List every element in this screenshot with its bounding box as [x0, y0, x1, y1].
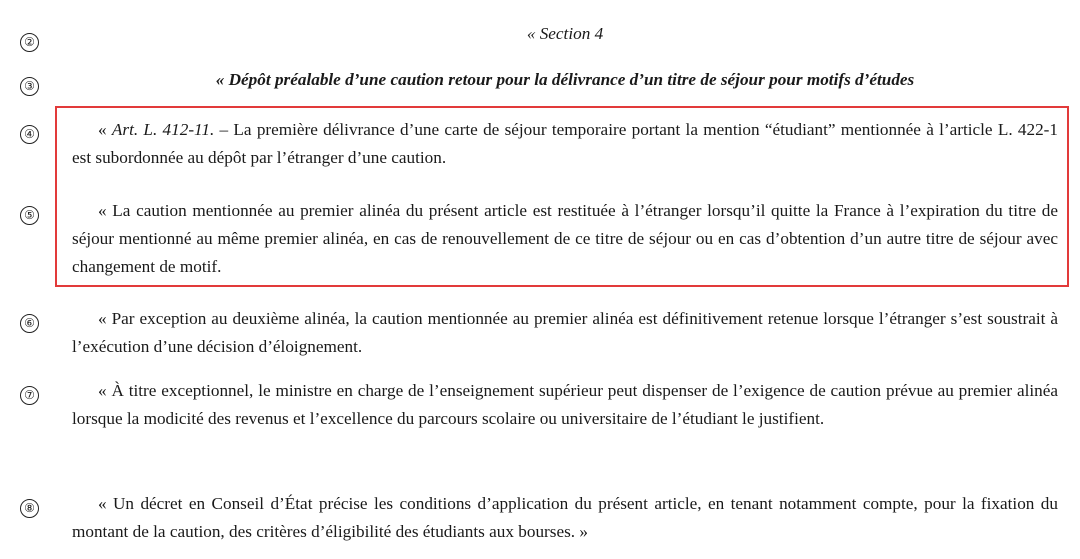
paragraph-4-text: – La première délivrance d’une carte de séjour temporaire portant la mention “étudiant” mentionnée à l’article L. 422-1 est subordonnée au dépôt par l’étranger d’une caution. [72, 120, 1058, 167]
paragraph-8: « Un décret en Conseil d’État précise les conditions d’application du présent article, en tenant notamment compte, pour la fixation du montant de la caution, des critères d’éligibilité des étudiants aux bourses. » [72, 494, 1058, 541]
paragraph-7: « À titre exceptionnel, le ministre en charge de l’enseignement supérieur peut dispenser de l’exigence de caution prévue au premier alinéa lorsque la modicité des revenus et l’excellence du parcours scolaire ou universitaire de l’étudiant le justifient. [72, 381, 1058, 428]
paragraph-marker-3: ③ [20, 77, 39, 96]
paragraph-marker-7: ⑦ [20, 386, 39, 405]
paragraph-6: « Par exception au deuxième alinéa, la caution mentionnée au premier alinéa est définitivement retenue lorsque l’étranger s’est soustrait à l’exécution d’une décision d’éloignement. [72, 309, 1058, 356]
section-subtitle: « Dépôt préalable d’une caution retour pour la délivrance d’un titre de séjour pour motifs d’études [215, 70, 915, 89]
paragraph-marker-2: ② [20, 33, 39, 52]
quote-open: « [98, 120, 112, 139]
paragraph-marker-8: ⑧ [20, 499, 39, 518]
paragraph-marker-4: ④ [20, 125, 39, 144]
paragraph-marker-6: ⑥ [20, 314, 39, 333]
section-heading: « Section 4 [526, 24, 604, 43]
paragraph-4 [72, 116, 1058, 172]
paragraph-marker-5: ⑤ [20, 206, 39, 225]
paragraph-5: « La caution mentionnée au premier alinéa du présent article est restituée à l’étranger lorsqu’il quitte la France à l’expiration du titre de séjour mentionné au même premier alinéa, en cas de renouvellement de ce titre de séjour ou en cas d’obtention d’un autre titre de séjour avec changement de motif. [72, 201, 1058, 276]
article-reference: Art. L. 412-11. [111, 120, 215, 139]
